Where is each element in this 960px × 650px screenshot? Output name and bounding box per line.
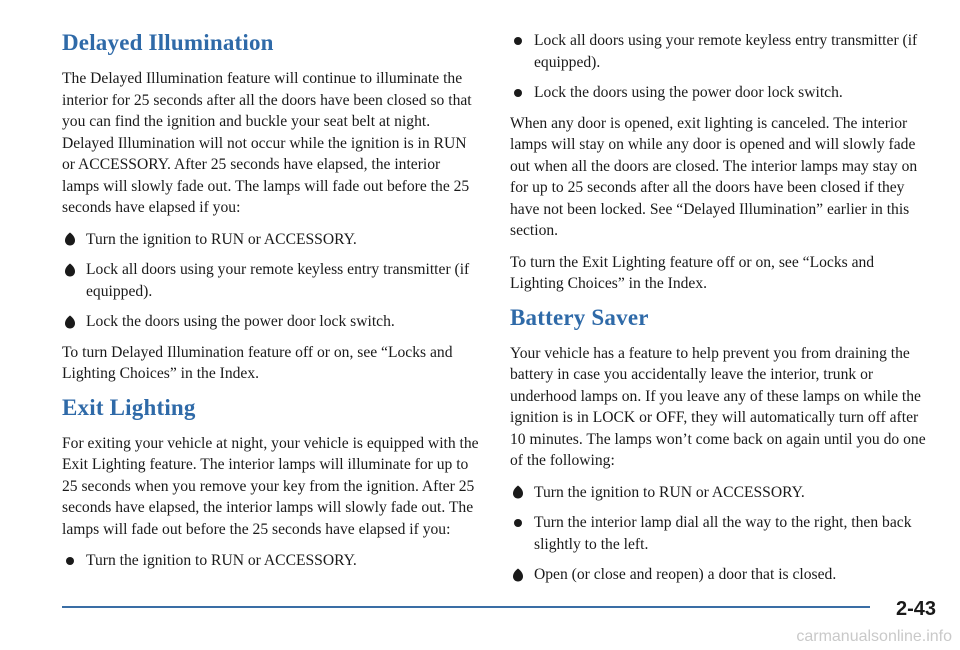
page-number: 2-43 bbox=[895, 598, 936, 620]
bullet-dot-icon bbox=[510, 512, 526, 533]
list-item-text: Lock the doors using the power door lock switch. bbox=[86, 313, 395, 330]
bullet-dot-icon bbox=[510, 30, 526, 51]
list-item-text: Lock all doors using your remote keyless entry transmitter (if equipped). bbox=[86, 261, 470, 300]
exit-lighting-heading: Exit Lighting bbox=[62, 394, 196, 420]
exit-lighting-toggle-paragraph: To turn the Exit Lighting feature off or on, see “Locks and Lighting Choices” in the Index. bbox=[510, 253, 875, 292]
list-item bbox=[62, 259, 480, 302]
footer-divider bbox=[62, 606, 870, 608]
bullet-leaf-icon bbox=[510, 564, 526, 585]
list-item-text: Turn the interior lamp dial all the way to the right, then back slightly to the left. bbox=[534, 514, 912, 553]
bullet-leaf-icon bbox=[62, 259, 78, 280]
right-column bbox=[510, 30, 930, 595]
watermark: carmanualsonline.info bbox=[796, 628, 952, 645]
left-column bbox=[62, 30, 480, 581]
battery-saver-intro: Your vehicle has a feature to help prevent you from draining the battery in case you accidentally leave the interior, trunk or underhood lamps on. If you leave any of these lamps on while the ignition is in LOCK or OFF, they will automatically turn off after 10 minutes. The lamps won’t come back on again until you do one of the following: bbox=[510, 344, 926, 469]
exit-lighting-list bbox=[62, 550, 480, 572]
list-item-text: Lock the doors using the power door lock switch. bbox=[534, 84, 843, 101]
list-item bbox=[510, 82, 930, 104]
exit-lighting-canceled-paragraph: When any door is opened, exit lighting is canceled. The interior lamps will stay on while any door is opened and will slowly fade out when all the doors are closed. The interior lamps may stay on for up to 25 seconds after all the doors have been closed if they have not been locked. See “Delayed Illumination” earlier in this section. bbox=[510, 114, 918, 239]
list-item bbox=[510, 482, 930, 504]
list-item bbox=[62, 550, 480, 572]
list-item bbox=[510, 512, 930, 555]
delayed-illumination-intro: The Delayed Illumination feature will continue to illuminate the interior for 25 seconds after all the doors have been closed so that you can find the ignition and buckle your seat belt at night. Delayed Illumination will not occur while the ignition is in RUN or ACCESSORY. After 25 seconds have elapsed, the interior lamps will slowly fade out. The lamps will fade out before the 25 seconds have elapsed if you: bbox=[62, 70, 472, 216]
bullet-dot-icon bbox=[62, 550, 78, 571]
battery-saver-list bbox=[510, 482, 930, 586]
list-item-text: Open (or close and reopen) a door that is closed. bbox=[534, 566, 837, 583]
list-item-text: Lock all doors using your remote keyless entry transmitter (if equipped). bbox=[534, 32, 918, 71]
exit-lighting-list-continued bbox=[510, 30, 930, 104]
delayed-illumination-list bbox=[62, 229, 480, 333]
list-item-text: Turn the ignition to RUN or ACCESSORY. bbox=[86, 552, 357, 569]
battery-saver-heading: Battery Saver bbox=[510, 304, 649, 330]
list-item bbox=[62, 229, 480, 251]
bullet-leaf-icon bbox=[510, 482, 526, 503]
list-item bbox=[510, 30, 930, 73]
list-item bbox=[510, 564, 930, 586]
delayed-illumination-heading: Delayed Illumination bbox=[62, 30, 274, 55]
list-item bbox=[62, 311, 480, 333]
bullet-leaf-icon bbox=[62, 311, 78, 332]
bullet-leaf-icon bbox=[62, 229, 78, 250]
list-item-text: Turn the ignition to RUN or ACCESSORY. bbox=[534, 483, 805, 501]
list-item-text: Turn the ignition to RUN or ACCESSORY. bbox=[86, 230, 357, 248]
delayed-illumination-outro: To turn Delayed Illumination feature off or on, see “Locks and Lighting Choices” in the Index. bbox=[62, 343, 453, 382]
bullet-dot-icon bbox=[510, 82, 526, 103]
exit-lighting-intro: For exiting your vehicle at night, your vehicle is equipped with the Exit Lighting feature. The interior lamps will illuminate for up to 25 seconds when you remove your key from the ignition. After 25 seconds have elapsed, the interior lamps will slowly fade out. The lamps will fade out before the 25 seconds have elapsed if you: bbox=[62, 434, 479, 538]
